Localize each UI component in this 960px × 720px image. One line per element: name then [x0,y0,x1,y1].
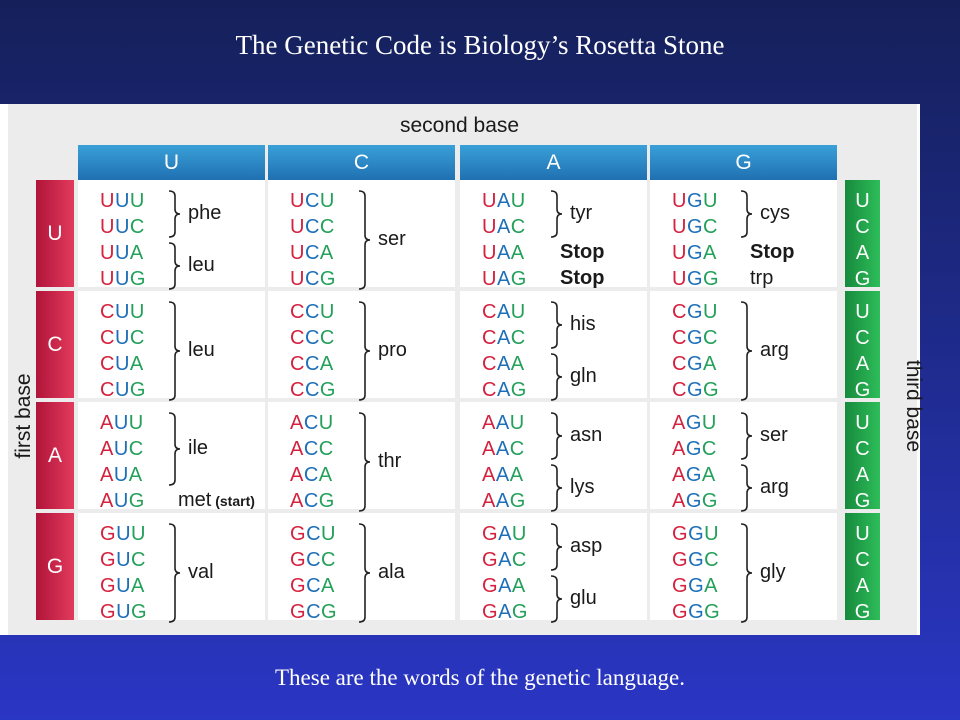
first-base-label-g: G [36,513,74,620]
codon-auc: AUC [100,438,144,460]
brace [168,523,182,623]
amino-acid-label: arg [760,476,789,498]
codon-uga: UGA [672,242,717,264]
amino-acid-label: glu [570,587,597,609]
third-base-letter: U [855,301,870,323]
amino-acid-label: tyr [570,202,593,224]
codon-uuu: UUU [100,190,145,212]
codon-cac: CAC [482,327,526,349]
amino-acid-label: ser [378,228,406,250]
third-base-letter: G [854,268,871,290]
third-base-letter: C [855,549,870,571]
brace [740,523,754,623]
third-base-letter: C [855,438,870,460]
brace [358,190,372,290]
codon-cell-uc [268,180,455,290]
codon-gug: GUG [100,601,148,623]
codon-cca: CCA [290,353,334,375]
codon-gcu: GCU [290,523,336,545]
codon-ggc: GGC [672,549,720,571]
codon-agg: AGG [672,490,718,512]
codon-gcg: GCG [290,601,338,623]
third-base-title: third base [902,359,925,453]
brace [550,412,564,460]
codon-cell-gu [78,513,265,623]
brace [550,353,564,401]
codon-cgc: CGC [672,327,718,349]
codon-cell-ug [650,180,837,290]
amino-acid-label: cys [760,202,790,224]
codon-acc: ACC [290,438,334,460]
amino-acid-label: Stop [560,241,605,263]
amino-acid-label: Stop [560,267,605,289]
slide-title: The Genetic Code is Biology’s Rosetta Stone [235,30,725,60]
third-base-letter: U [855,412,870,434]
codon-aga: AGA [672,464,716,486]
first-base-label-c: C [36,291,74,398]
codon-acg: ACG [290,490,335,512]
codon-gaa: GAA [482,575,526,597]
codon-aug: AUG [100,490,145,512]
genetic-code-table-panel [0,104,925,635]
codon-ggg: GGG [672,601,721,623]
codon-cug: CUG [100,379,146,401]
codon-agc: AGC [672,438,717,460]
codon-uca: UCA [290,242,334,264]
codon-agu: AGU [672,412,717,434]
codon-aau: AAU [482,412,525,434]
amino-acid-label: lys [570,476,595,498]
codon-cell-au [78,402,265,512]
codon-cga: CGA [672,353,717,375]
codon-uuc: UUC [100,216,145,238]
third-base-letter: U [855,190,870,212]
codon-uag: UAG [482,268,527,290]
codon-gac: GAC [482,549,527,571]
codon-gua: GUA [100,575,145,597]
third-base-letter: G [854,601,871,623]
codon-cell-cg [650,291,837,401]
codon-cua: CUA [100,353,144,375]
codon-cgu: CGU [672,301,718,323]
codon-cell-aa [460,402,647,512]
codon-gga: GGA [672,575,718,597]
third-base-letter: A [855,575,870,597]
brace [550,464,564,512]
amino-acid-label: ser [760,424,788,446]
brace [740,412,754,460]
amino-acid-label: Stop [750,241,795,263]
amino-acid-label: phe [188,202,222,224]
codon-aag: AAG [482,490,526,512]
amino-acid-label: leu [188,339,215,361]
codon-acu: ACU [290,412,334,434]
codon-auu: AUU [100,412,144,434]
codon-ugc: UGC [672,216,718,238]
codon-cell-ua [460,180,647,290]
codon-gca: GCA [290,575,335,597]
codon-cell-cu [78,291,265,401]
codon-ccc: CCC [290,327,335,349]
codon-uaa: UAA [482,242,525,264]
amino-acid-label: ile [188,437,209,459]
amino-acid-label: gly [760,561,786,583]
amino-acid-label: ala [378,561,405,583]
codon-cell-cc [268,291,455,401]
amino-acid-label: asp [570,535,603,557]
third-base-letter: A [855,464,870,486]
codon-cell-gc [268,513,455,623]
codon-uac: UAC [482,216,526,238]
slide-caption: These are the words of the genetic language. [275,665,685,690]
codon-aaa: AAA [482,464,524,486]
codon-cell-uu [78,180,265,290]
codon-ccg: CCG [290,379,336,401]
codon-ucu: UCU [290,190,335,212]
codon-cell-ac [268,402,455,512]
codon-cgg: CGG [672,379,720,401]
codon-ucc: UCC [290,216,335,238]
brace [550,575,564,623]
amino-acid-label: his [570,313,596,335]
brace [740,464,754,512]
codon-uua: UUA [100,242,144,264]
brace [550,523,564,571]
codon-guu: GUU [100,523,146,545]
second-base-header-g: G [650,145,837,181]
codon-caa: CAA [482,353,525,375]
third-base-letter: A [855,242,870,264]
third-base-block-g [845,513,880,623]
amino-acid-label: val [188,561,214,583]
codon-cau: CAU [482,301,526,323]
second-base-header-c: C [268,145,455,181]
codon-ugu: UGU [672,190,718,212]
codon-aca: ACA [290,464,333,486]
codon-uug: UUG [100,268,146,290]
codon-gag: GAG [482,601,528,623]
codon-ggu: GGU [672,523,720,545]
third-base-letter: U [855,523,870,545]
third-base-letter: C [855,216,870,238]
codon-ccu: CCU [290,301,335,323]
third-base-block-u [845,180,880,290]
second-base-header-a: A [460,145,647,181]
amino-acid-label: asn [570,424,603,446]
codon-ugg: UGG [672,268,720,290]
third-base-block-a [845,402,880,512]
brace [168,412,182,486]
codon-cuu: CUU [100,301,145,323]
codon-cell-ga [460,513,647,623]
first-base-label-a: A [36,402,74,509]
amino-acid-label: gln [570,365,597,387]
second-base-header-u: U [78,145,265,181]
codon-cag: CAG [482,379,527,401]
codon-guc: GUC [100,549,146,571]
codon-cuc: CUC [100,327,145,349]
brace [358,301,372,401]
brace [740,301,754,401]
codon-cell-ag [650,402,837,512]
amino-acid-label: arg [760,339,789,361]
codon-cell-ca [460,291,647,401]
codon-aua: AUA [100,464,143,486]
codon-gcc: GCC [290,549,336,571]
codon-ucg: UCG [290,268,336,290]
third-base-letter: G [854,379,871,401]
codon-uau: UAU [482,190,526,212]
amino-acid-label: leu [188,254,215,276]
genetic-code-table [8,104,925,635]
amino-acid-label: thr [378,450,402,472]
third-base-block-c [845,291,880,401]
first-base-label-u: U [36,180,74,287]
brace [168,190,182,238]
brace [550,301,564,349]
brace [358,412,372,512]
third-base-letter: C [855,327,870,349]
amino-acid-label: pro [378,339,407,361]
codon-aac: AAC [482,438,525,460]
brace [358,523,372,623]
amino-acid-label: trp [750,267,774,289]
codon-gau: GAU [482,523,527,545]
first-base-title: first base [12,373,35,459]
brace [550,190,564,238]
second-base-title: second base [400,114,520,137]
third-base-letter: A [855,353,870,375]
codon-cell-gg [650,513,837,623]
amino-acid-label: met (start) [178,489,255,511]
third-base-letter: G [854,490,871,512]
brace [168,242,182,290]
brace [168,301,182,401]
brace [740,190,754,238]
